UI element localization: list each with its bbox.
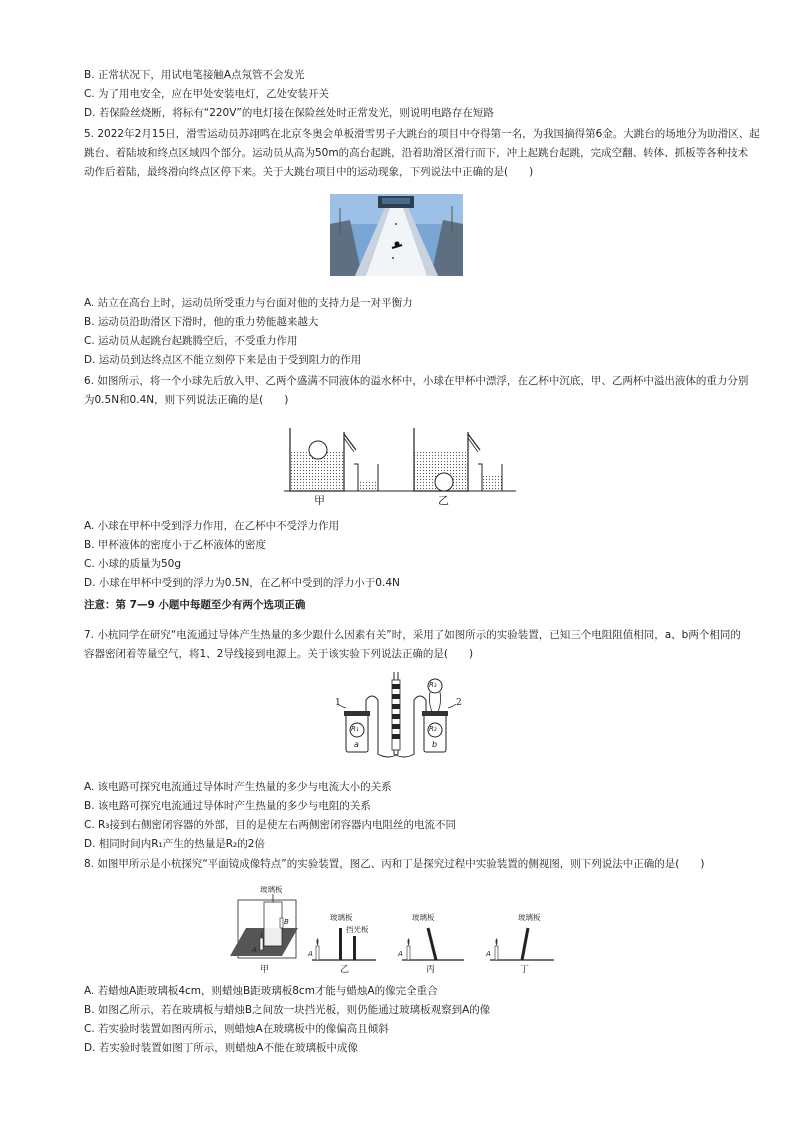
joule-heating-apparatus <box>332 670 468 760</box>
q8-stem: 8. 如图甲所示是小杭探究“平面镜成像特点”的实验装置，图乙、丙和丁是探究过程中实验装置的侧视图，则下列说法中正确的是( ) <box>84 858 705 870</box>
wire-2-label: 2 <box>456 698 462 708</box>
fig-bing-glass-label: 玻璃板 <box>412 913 435 922</box>
fig-jia-a-label: A <box>252 946 257 954</box>
container-b-label: b <box>432 740 438 749</box>
r2-label: R₂ <box>429 725 437 733</box>
q5-option-c: C. 运动员从起跳台起跳腾空后，不受重力作用 <box>84 335 298 347</box>
fig-ding-label: 丁 <box>520 965 530 975</box>
q4-option-b: B. 正常状况下，用试电笔接触A点氖管不会发光 <box>84 69 305 81</box>
q8-option-a: A. 若蜡烛A距玻璃板4cm，则蜡烛B距玻璃板8cm才能与蜡烛A的像完全重合 <box>84 985 438 997</box>
mirror-experiment-figure <box>226 884 566 976</box>
q7-option-c: C. R₃接到右侧密闭容器的外部，目的是使左右两侧密闭容器内电阻丝的电流不同 <box>84 819 457 831</box>
q6-stem-line2: 为0.5N和0.4N，则下列说法正确的是( ) <box>84 394 289 406</box>
fig-bing-a-label: A <box>398 950 403 958</box>
q5-stem-line2: 跳台、着陆坡和终点区域四个部分。运动员从高为50m的高台起跳，沿着助滑区滑行而下，冲上起跳台起跳，完成空翻、转体、抓板等各种技术 <box>84 147 749 159</box>
fig-yi-a-label: A <box>308 950 313 958</box>
fig-yi-label: 乙 <box>340 965 350 975</box>
q5-option-b: B. 运动员沿助滑区下滑时，他的重力势能越来越大 <box>84 316 319 328</box>
q6-option-d: D. 小球在甲杯中受到的浮力为0.5N，在乙杯中受到的浮力小于0.4N <box>84 577 400 589</box>
overflow-cup-figure <box>284 424 516 508</box>
container-a-label: a <box>354 740 359 749</box>
q7-stem-line1: 7. 小杭同学在研究“电流通过导体产生热量的多少跟什么因素有关”时，采用了如图所示的实验装置，已知三个电阻阻值相同，a、b两个相同的 <box>84 629 741 641</box>
q7-stem-line2: 容器密闭着等量空气，将1、2导线接到电源上。关于该实验下列说法正确的是( ) <box>84 648 474 660</box>
q7-option-d: D. 相同时间内R₁产生的热量是R₂的2倍 <box>84 838 265 850</box>
ski-jump-photo <box>330 194 463 276</box>
cup-yi-label: 乙 <box>438 494 449 507</box>
q6-option-a: A. 小球在甲杯中受到浮力作用，在乙杯中不受浮力作用 <box>84 520 340 532</box>
fig-yi-shield-label: 挡光板 <box>346 925 369 934</box>
q5-stem-line1: 5. 2022年2月15日，滑雪运动员苏翊鸣在北京冬奥会单板滑雪男子大跳台的项目中夺得第一名，为我国摘得第6金。大跳台的场地分为助滑区、起 <box>84 128 760 140</box>
fig-jia-b-label: B <box>284 918 289 926</box>
q6-stem-line1: 6. 如图所示，将一个小球先后放入甲、乙两个盛满不同液体的溢水杯中，小球在甲杯中漂浮，在乙杯中沉底，甲、乙两杯中溢出液体的重力分别 <box>84 375 749 387</box>
q8-option-b: B. 如图乙所示，若在玻璃板与蜡烛B之间放一块挡光板，则仍能通过玻璃板观察到A的像 <box>84 1004 491 1016</box>
q5-option-d: D. 运动员到达终点区不能立刻停下来是由于受到阻力的作用 <box>84 354 362 366</box>
fig-bing-label: 丙 <box>426 965 436 975</box>
q6-option-c: C. 小球的质量为50g <box>84 558 182 570</box>
q7-option-a: A. 该电路可探究电流通过导体时产生热量的多少与电流大小的关系 <box>84 781 392 793</box>
q6-option-b: B. 甲杯液体的密度小于乙杯液体的密度 <box>84 539 266 551</box>
q7-option-b: B. 该电路可探究电流通过导体时产生热量的多少与电阻的关系 <box>84 800 371 812</box>
cup-jia-label: 甲 <box>314 494 325 507</box>
q5-stem-line3: 动作后着陆，最终滑向终点区停下来。关于大跳台项目中的运动现象，下列说法中正确的是( ) <box>84 166 534 178</box>
q4-option-d: D. 若保险丝烧断，将标有“220V”的电灯接在保险丝处时正常发光，则说明电路存在短路 <box>84 107 494 119</box>
fig-jia-label: 甲 <box>260 965 270 975</box>
q8-option-c: C. 若实验时装置如图丙所示，则蜡烛A在玻璃板中的像偏高且倾斜 <box>84 1023 389 1035</box>
fig-ding-glass-label: 玻璃板 <box>518 913 541 922</box>
q5-option-a: A. 站立在高台上时，运动员所受重力与台面对他的支持力是一对平衡力 <box>84 297 413 309</box>
q4-option-c: C. 为了用电安全，应在甲处安装电灯，乙处安装开关 <box>84 88 330 100</box>
fig-yi-glass-label: 玻璃板 <box>330 913 353 922</box>
wire-1-label: 1 <box>335 698 341 708</box>
fig-jia-glass-label: 玻璃板 <box>260 885 283 894</box>
q8-option-d: D. 若实验时装置如图丁所示，则蜡烛A不能在玻璃板中成像 <box>84 1042 358 1054</box>
fig-ding-a-label: A <box>486 950 491 958</box>
r3-label: R₃ <box>429 681 437 689</box>
note-multi-answer: 注意：第 7—9 小题中每题至少有两个选项正确 <box>84 599 306 611</box>
r1-label: R₁ <box>351 725 359 733</box>
